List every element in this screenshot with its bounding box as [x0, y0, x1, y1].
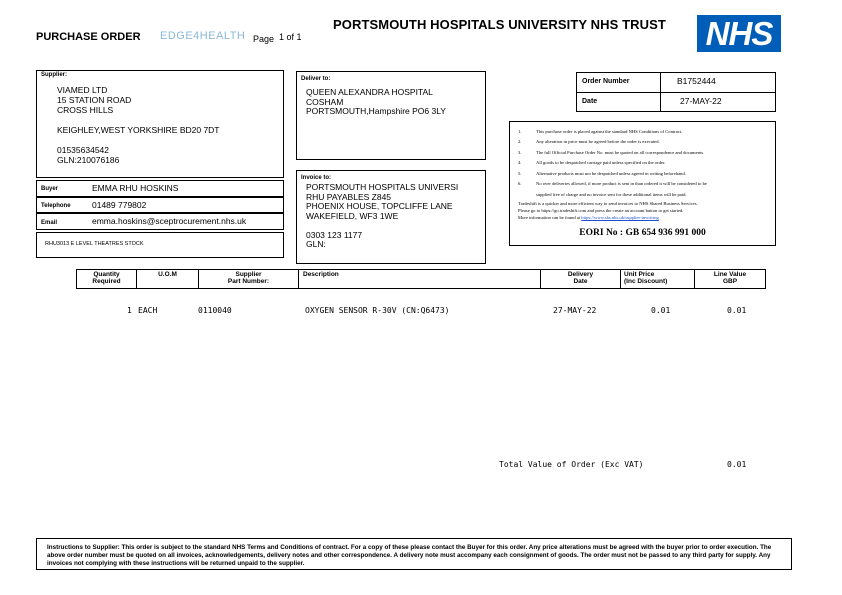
col-head-part-number: Supplier Part Number: — [199, 270, 299, 289]
more-info-link[interactable]: https://www.sbs.nhs.uk/supplier-invoicing — [581, 215, 659, 220]
page-number: 1 of 1 — [279, 32, 302, 42]
invoice-to-address — [306, 183, 458, 250]
supplier-line: VIAMED LTD — [57, 85, 108, 95]
tradeshift-line-1: Tradeshift is a quicker and more efficient way to send invoices to NHS Shared Business Services. — [518, 201, 698, 206]
invoice-line: WAKEFIELD, WF3 1WE — [306, 210, 399, 221]
buyer-row — [36, 180, 284, 197]
col-head-uom: U.O.M — [137, 270, 199, 289]
cell-description: OXYGEN SENSOR R-30V (CN:Q6473) — [305, 306, 450, 315]
deliver-to-address — [306, 88, 446, 117]
term-num: 4. — [518, 160, 522, 165]
reference-text: RHU3013 E LEVEL THEATRES STOCK — [45, 241, 144, 247]
table-header — [76, 269, 766, 289]
order-number: B1752444 — [677, 76, 716, 86]
date-label: Date — [582, 98, 598, 105]
reference-box — [36, 232, 284, 258]
edge4health-logo: EDGE4HEALTH — [160, 30, 246, 42]
cell-quantity: 1 — [127, 306, 132, 315]
col-head-description: Description — [299, 270, 541, 289]
telephone-row — [36, 197, 284, 213]
term-text: supplied free of charge and no invoice sent for these additional items will be paid. — [536, 192, 687, 197]
supplier-label: Supplier: — [41, 72, 68, 78]
trust-name: PORTSMOUTH HOSPITALS UNIVERSITY NHS TRUST — [333, 17, 666, 32]
supplier-gln: GLN:210076186 — [57, 155, 120, 165]
col-head-delivery-date: Delivery Date — [541, 270, 621, 289]
term-num: 2. — [518, 139, 522, 144]
invoice-line: PHOENIX HOUSE, TOPCLIFFE LANE — [306, 201, 453, 211]
buyer-name: EMMA RHU HOSKINS — [92, 183, 179, 193]
deliver-line: PORTSMOUTH,Hampshire PO6 3LY — [306, 106, 446, 116]
page-label: Page — [253, 34, 275, 44]
order-info-box — [576, 72, 776, 112]
term-num: 3. — [518, 150, 522, 155]
invoice-to-label: Invoice to: — [301, 175, 332, 181]
more-info-line — [518, 215, 659, 220]
email-label: Email — [41, 220, 58, 226]
order-date: 27-MAY-22 — [680, 96, 722, 106]
terms-box — [509, 121, 776, 246]
nhs-logo — [697, 15, 781, 52]
supplier-address — [57, 85, 220, 165]
term-num: 6. — [518, 181, 522, 186]
supplier-line — [57, 135, 220, 145]
invoice-line: RHU PAYABLES Z845 — [306, 191, 392, 202]
col-head-unit-price: Unit Price (Inc Discount) — [621, 270, 695, 289]
term-num: 1. — [518, 129, 522, 134]
eori-number: EORI No : GB 654 936 991 000 — [579, 228, 706, 238]
supplier-line: KEIGHLEY,WEST YORKSHIRE BD20 7DT — [57, 125, 220, 135]
email-row — [36, 213, 284, 230]
deliver-to-label: Deliver to: — [301, 76, 331, 82]
term-text: The full Official Purchase Order No. must be quoted on all correspondence and documents. — [536, 150, 705, 155]
total-value: 0.01 — [727, 460, 747, 469]
term-text: No over deliveries allowed, if more product is sent in than ordered it will be considered to be — [536, 181, 707, 186]
buyer-label: Buyer — [41, 186, 59, 192]
cell-delivery-date: 27-MAY-22 — [553, 306, 597, 315]
email-value[interactable]: emma.hoskins@sceptrocurement.nhs.uk — [92, 216, 247, 226]
invoice-phone: 0303 123 1177 — [306, 229, 363, 240]
nhs-logo-text: NHS — [705, 15, 773, 52]
invoice-gln: GLN: — [306, 239, 326, 249]
invoice-line: PORTSMOUTH HOSPITALS UNIVERSI — [306, 182, 459, 192]
deliver-line: QUEEN ALEXANDRA HOSPITAL — [306, 87, 433, 97]
invoice-to-box — [296, 170, 486, 264]
tradeshift-line-2: Please go to https://go.tradeshift.com and press the create an account button to get started. — [518, 208, 684, 213]
term-text: Any alteration in price must be agreed before the order is executed. — [536, 139, 660, 144]
term-text: All goods to be despatched carriage paid unless specified on the order. — [536, 160, 666, 165]
term-text: This purchase order is placed against the standard NHS Conditions of Contract. — [536, 129, 683, 134]
term-num: 5. — [518, 171, 522, 176]
cell-unit-price: 0.01 — [651, 306, 671, 315]
supplier-box — [36, 70, 284, 178]
document-title: PURCHASE ORDER — [36, 31, 141, 43]
cell-line-value: 0.01 — [727, 306, 747, 315]
deliver-to-box — [296, 71, 486, 160]
supplier-line: 15 STATION ROAD — [57, 95, 132, 105]
instructions-text: Instructions to Supplier: This order is subject to the standard NHS Terms and Conditions of contract. For a copy of these please contact the Buyer for this order. Any price alterations must be agreed with the buyer prior to order execution. The above order number must be quoted on all invoices, acknowledgements, delivery notes and other correspondence. A delivery note must accompany each consignment of goods. The order must not be passed to any third party for supply. Any invoices not complying with these instructions will be returned unpaid to the supplier. — [47, 544, 772, 567]
more-info-prefix: More information can be found at — [518, 215, 581, 220]
supplier-line: CROSS HILLS — [57, 105, 114, 115]
deliver-line: COSHAM — [306, 96, 344, 107]
supplier-phone: 01535634542 — [57, 145, 110, 155]
col-head-line-value: Line Value GBP — [713, 271, 747, 285]
supplier-line — [57, 115, 220, 125]
instructions-box — [36, 538, 792, 570]
col-head-quantity: Quantity Required — [77, 270, 137, 289]
telephone-value: 01489 779802 — [92, 200, 147, 210]
term-text: Alternative products must not be despatched unless agreed in writing beforehand. — [536, 171, 686, 176]
order-number-label: Order Number — [582, 78, 630, 85]
cell-part-number: 0110040 — [198, 306, 232, 315]
cell-uom: EACH — [138, 306, 158, 315]
total-label: Total Value of Order (Exc VAT) — [499, 460, 644, 469]
telephone-label: Telephone — [41, 203, 71, 209]
